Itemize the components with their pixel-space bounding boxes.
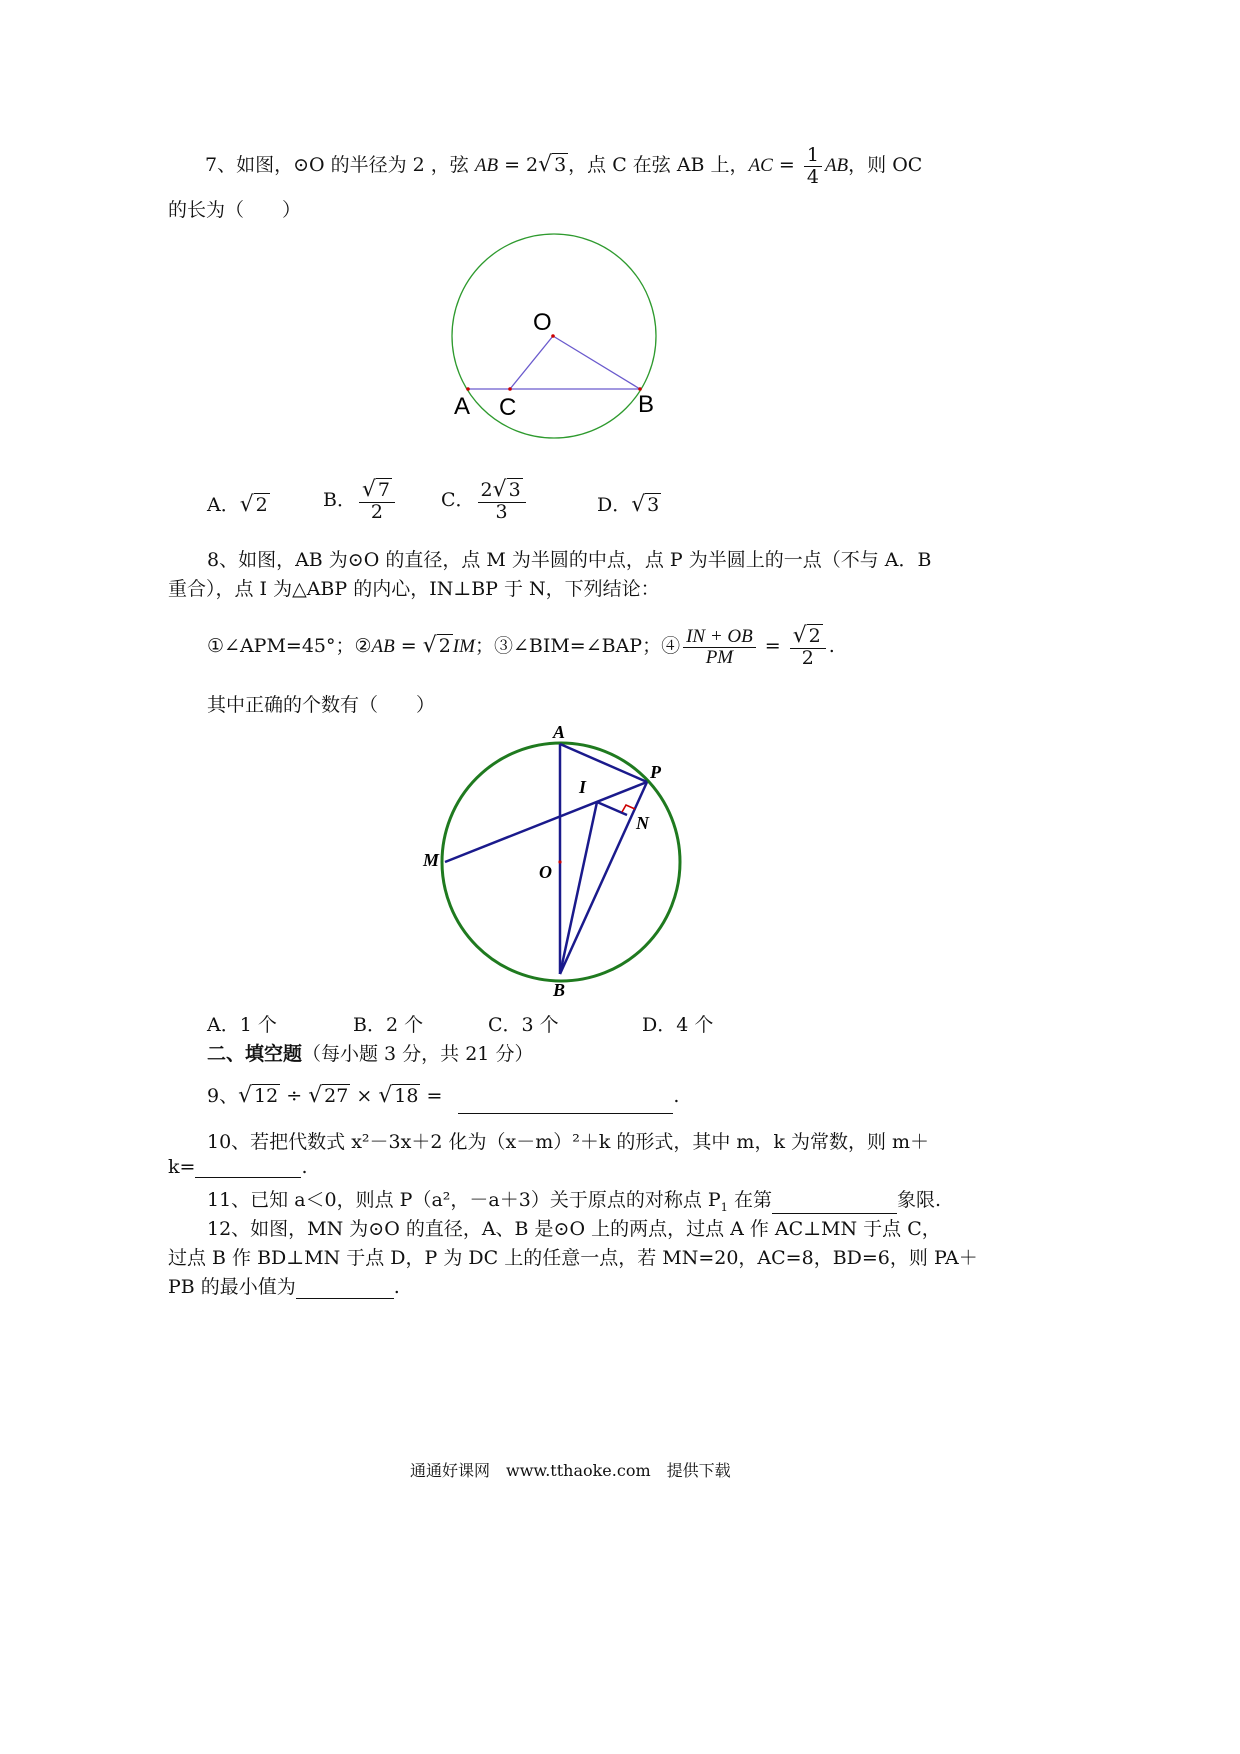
q7-ab-sqrt: √ 3 xyxy=(538,152,567,177)
q8-line2: 重合），点 I 为△ABP 的内心，IN⊥BP 于 N，下列结论： xyxy=(168,578,660,600)
q7-text-c: ，则 OC xyxy=(848,154,923,176)
q11-answer-blank[interactable] xyxy=(772,1194,897,1214)
section2-title: 二、填空题 xyxy=(207,1043,303,1065)
q7-ac-eq: = xyxy=(772,154,801,176)
q7-option-c-fraction: $\frac{2√ 3}{3}$ xyxy=(478,479,526,523)
q8-conclusions xyxy=(207,618,835,674)
q7-text-a: 7、如图，⊙O 的半径为 2 ，弦 xyxy=(205,154,469,176)
q7-ac-lhs: AC xyxy=(748,155,773,176)
q10-line1: 10、若把代数式 x²－3x＋2 化为（x－m）²＋k 的形式，其中 m，k 为常数，则 m＋ xyxy=(207,1131,930,1153)
q7-segment-oc xyxy=(510,336,553,389)
q8-option-a: A．1 个 xyxy=(207,1014,277,1036)
q7-option-d: D．√ 3 xyxy=(597,485,661,525)
q7-label-c: C xyxy=(499,394,517,421)
q7-option-c: C． $\frac{2√ 3}{3}$ xyxy=(441,470,529,530)
q9-answer-blank[interactable] xyxy=(458,1094,673,1114)
q9-sqrt-18: √ 18 xyxy=(378,1083,419,1108)
q8-c4-rhs-fraction: $\frac{√ 2}{2}$ xyxy=(790,625,826,669)
q8-point-o xyxy=(558,860,561,863)
q8-option-c: C．3 个 xyxy=(488,1014,559,1036)
q9-sqrt-27: √ 27 xyxy=(308,1083,349,1108)
q8-c2-rhs: IM xyxy=(452,636,475,657)
q10-answer-blank[interactable] xyxy=(195,1158,301,1178)
q7-option-d-sqrt: √ 3 xyxy=(631,492,660,517)
q8-label-i: I xyxy=(579,777,587,797)
q8-segment-ib xyxy=(560,802,597,974)
q7-point-c xyxy=(508,387,512,391)
q8-label-a: A xyxy=(553,722,566,742)
q7-line1 xyxy=(205,140,922,190)
q7-point-a xyxy=(466,387,470,391)
q8-option-d: D．4 个 xyxy=(642,1014,714,1036)
q8-c2-eq: = xyxy=(394,635,423,657)
section2-heading xyxy=(207,1039,533,1066)
q8-label-m: M xyxy=(423,850,440,870)
q8-c1: ①∠APM=45°；② xyxy=(207,635,372,657)
q7-label-o: O xyxy=(533,309,552,336)
q7-option-b: B． $\frac{√ 7}{2}$ xyxy=(323,470,398,530)
q9-line: 9、√ 12 ÷ √ 27 × √ 18 = . xyxy=(207,1078,679,1114)
q8-c2-lhs: AB xyxy=(371,636,395,657)
q7-option-b-fraction: $\frac{√ 7}{2}$ xyxy=(359,479,395,523)
q8-c4-fraction: $\frac{IN + OB}{PM}$ xyxy=(683,627,756,668)
q7-text-b: ，点 C 在弦 AB 上， xyxy=(568,154,749,176)
q8-option-b: B．2 个 xyxy=(353,1014,424,1036)
q8-label-p: P xyxy=(650,762,661,782)
q8-label-o: O xyxy=(539,862,552,882)
q7-option-a-sqrt: √ 2 xyxy=(239,492,268,517)
q8-segment-in xyxy=(597,802,627,815)
q7-label-b: B xyxy=(638,391,655,418)
q12-line1: 12、如图，MN 为⊙O 的直径，A、B 是⊙O 上的两点，过点 A 作 AC⊥MN 于点 C， xyxy=(207,1218,941,1240)
q12-line3: PB 的最小值为 . xyxy=(168,1276,400,1298)
q7-segment-ob xyxy=(553,336,640,389)
q10-line2: k= . xyxy=(168,1156,308,1178)
q7-option-a: A．√ 2 xyxy=(207,485,270,525)
page-footer: 通通好课网 www.tthaoke.com 提供下载 xyxy=(410,1461,731,1480)
q8-c2-sqrt: √ 2 xyxy=(422,633,451,658)
q9-sqrt-12: √ 12 xyxy=(238,1083,279,1108)
section2-note: （每小题 3 分，共 21 分） xyxy=(302,1043,534,1065)
q8-question: 其中正确的个数有（ ） xyxy=(207,694,436,716)
q7-label-a: A xyxy=(454,393,471,420)
q12-answer-blank[interactable] xyxy=(296,1279,394,1299)
q8-c3: ；③∠BIM=∠BAP；④ xyxy=(474,635,681,657)
q8-label-n: N xyxy=(636,813,649,833)
q11-line: 11、已知 a＜0，则点 P（a²，－a＋3）关于原点的对称点 $P_1$ 在第 象限. xyxy=(207,1189,941,1214)
q7-point-o xyxy=(551,334,555,338)
q8-c4-end: . xyxy=(828,635,835,657)
q12-line2: 过点 B 作 BD⊥MN 于点 D，P 为 DC 上的任意一点，若 MN=20，AC=8，BD=6，则 PA＋ xyxy=(168,1247,978,1269)
q8-c4-eq: = xyxy=(758,635,787,657)
q8-figure xyxy=(415,718,705,1008)
q7-line2: 的长为（ ） xyxy=(168,199,302,221)
q7-figure xyxy=(440,228,680,448)
q7-ac-fraction: $\frac{1}{4}$ xyxy=(804,145,822,188)
q7-ac-rhs: AB xyxy=(824,155,849,176)
q7-ab-eq: = 2 xyxy=(498,154,539,176)
q8-label-b: B xyxy=(553,980,566,1000)
q8-line1: 8、如图，AB 为⊙O 的直径，点 M 为半圆的中点，点 P 为半圆上的一点（不与 A．B xyxy=(207,549,932,571)
q7-ab-lhs: AB xyxy=(474,155,499,176)
